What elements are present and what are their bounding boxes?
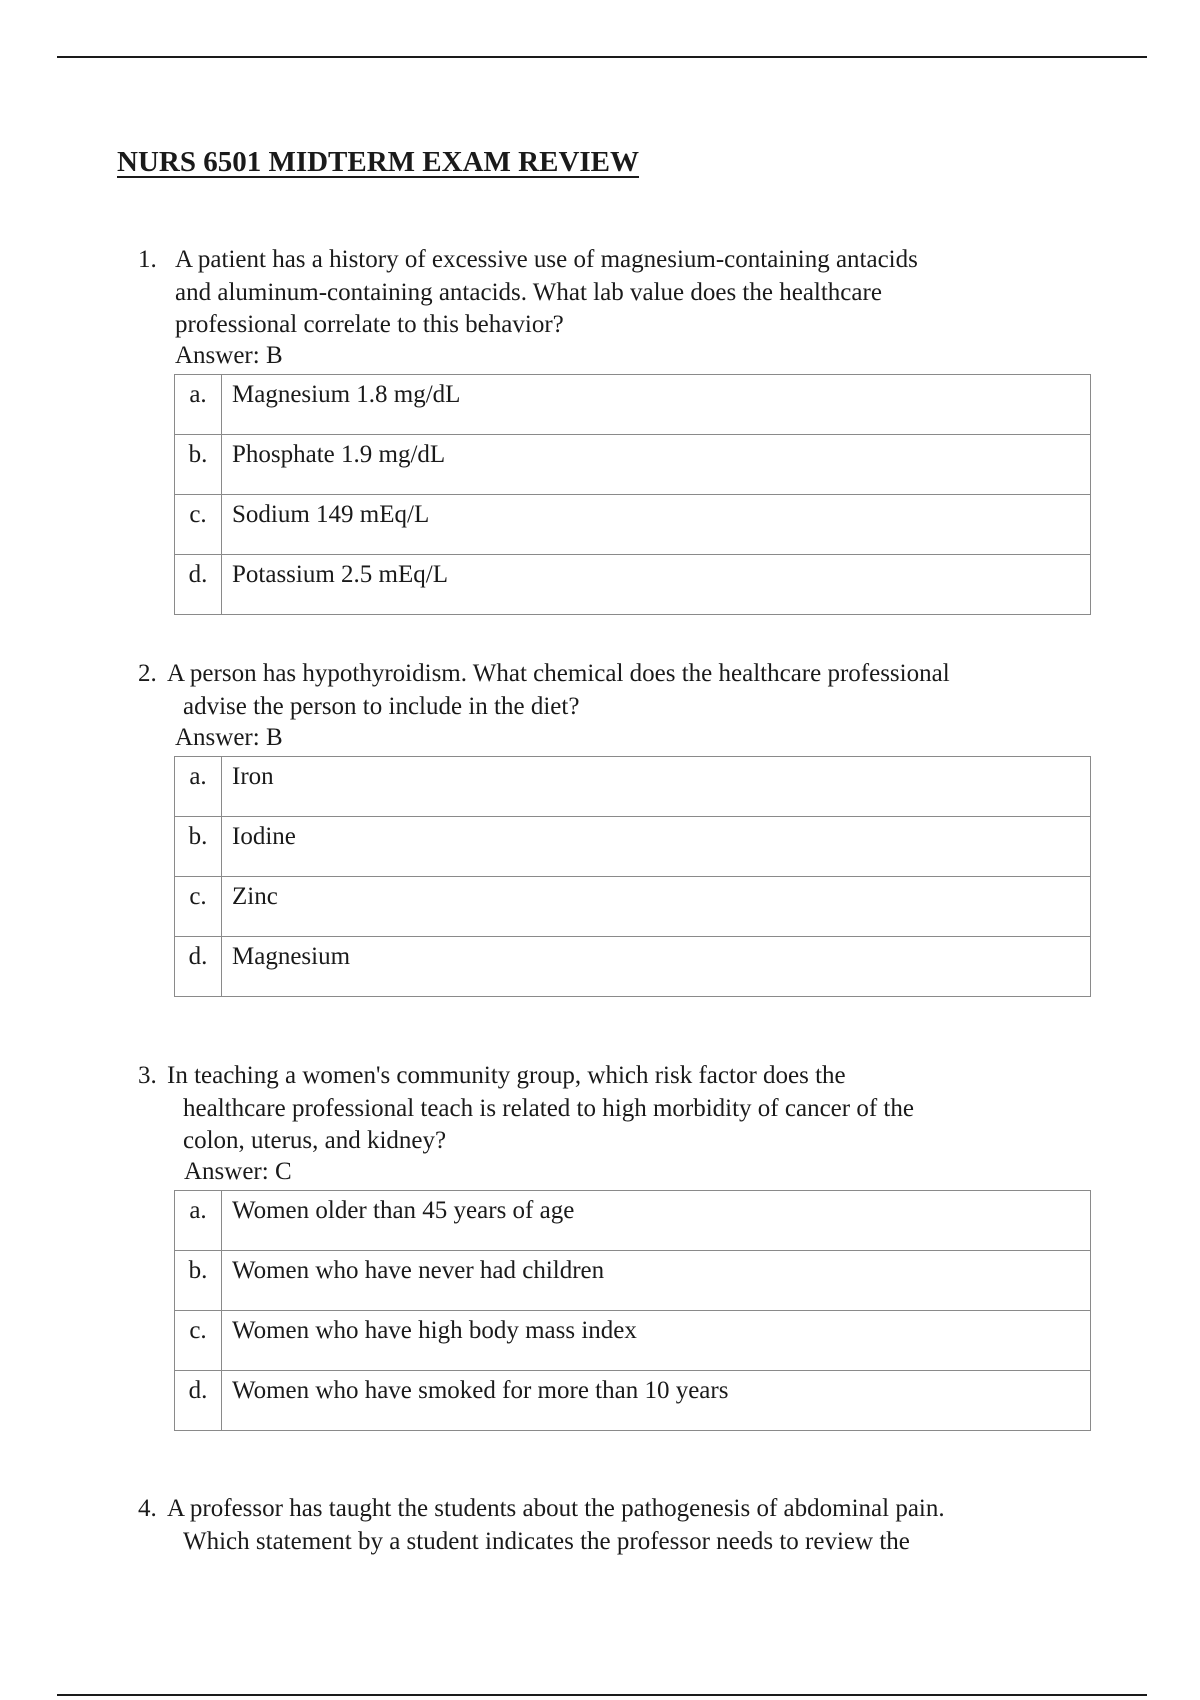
header-rule: [57, 56, 1147, 58]
option-letter: a.: [175, 757, 222, 817]
question-3-text: [138, 1060, 914, 1158]
option-row[interactable]: [175, 375, 1091, 435]
option-letter: d.: [175, 937, 222, 997]
question-number: 2.: [138, 660, 157, 687]
page-title: NURS 6501 MIDTERM EXAM REVIEW: [117, 146, 640, 178]
question-line: healthcare professional teach is related to high morbidity of cancer of the: [183, 1094, 914, 1122]
option-text: Iron: [222, 757, 1091, 817]
option-text: Women who have never had children: [222, 1251, 1091, 1311]
option-row[interactable]: [175, 1371, 1091, 1431]
option-row[interactable]: [175, 877, 1091, 937]
option-text: Women who have smoked for more than 10 years: [222, 1371, 1091, 1431]
question-line: advise the person to include in the diet?: [183, 692, 580, 720]
option-row[interactable]: [175, 1191, 1091, 1251]
question-line: A professor has taught the students about the pathogenesis of abdominal pain.: [167, 1495, 945, 1522]
option-letter: c.: [175, 495, 222, 555]
option-text: Potassium 2.5 mEq/L: [222, 555, 1091, 615]
answer-label: Answer: C: [184, 1158, 292, 1185]
option-row[interactable]: [175, 757, 1091, 817]
option-row[interactable]: [175, 1311, 1091, 1371]
option-row[interactable]: [175, 937, 1091, 997]
option-text: Phosphate 1.9 mg/dL: [222, 435, 1091, 495]
option-row[interactable]: [175, 435, 1091, 495]
option-letter: b.: [175, 817, 222, 877]
option-text: Magnesium: [222, 937, 1091, 997]
option-letter: a.: [175, 1191, 222, 1251]
option-text: Women older than 45 years of age: [222, 1191, 1091, 1251]
question-line: A patient has a history of excessive use of magnesium-containing antacids: [175, 246, 918, 273]
option-letter: b.: [175, 1251, 222, 1311]
option-text: Magnesium 1.8 mg/dL: [222, 375, 1091, 435]
option-letter: b.: [175, 435, 222, 495]
option-text: Sodium 149 mEq/L: [222, 495, 1091, 555]
option-letter: d.: [175, 1371, 222, 1431]
question-line: In teaching a women's community group, which risk factor does the: [167, 1062, 846, 1089]
option-row[interactable]: [175, 495, 1091, 555]
answer-label: Answer: B: [175, 342, 283, 369]
footer-rule: [57, 1694, 1147, 1696]
option-text: Zinc: [222, 877, 1091, 937]
question-2-text: [138, 658, 950, 723]
option-letter: c.: [175, 877, 222, 937]
question-line: professional correlate to this behavior?: [175, 311, 564, 338]
options-table: [174, 374, 1091, 615]
question-number: 3.: [138, 1062, 157, 1089]
question-line: A person has hypothyroidism. What chemical does the healthcare professional: [167, 660, 950, 687]
option-row[interactable]: [175, 817, 1091, 877]
answer-label: Answer: B: [175, 724, 283, 751]
options-table: [174, 1190, 1091, 1431]
options-table: [174, 756, 1091, 997]
option-text: Women who have high body mass index: [222, 1311, 1091, 1371]
option-row[interactable]: [175, 1251, 1091, 1311]
question-line: and aluminum-containing antacids. What lab value does the healthcare: [175, 278, 882, 306]
question-line: Which statement by a student indicates the professor needs to review the: [183, 1527, 910, 1555]
option-letter: d.: [175, 555, 222, 615]
option-row[interactable]: [175, 555, 1091, 615]
option-letter: c.: [175, 1311, 222, 1371]
question-number: 4.: [138, 1495, 157, 1522]
question-number: 1.: [138, 246, 157, 273]
question-1-text: [138, 244, 918, 342]
question-4-text: [138, 1493, 945, 1558]
option-text: Iodine: [222, 817, 1091, 877]
option-letter: a.: [175, 375, 222, 435]
question-line: colon, uterus, and kidney?: [183, 1127, 447, 1154]
